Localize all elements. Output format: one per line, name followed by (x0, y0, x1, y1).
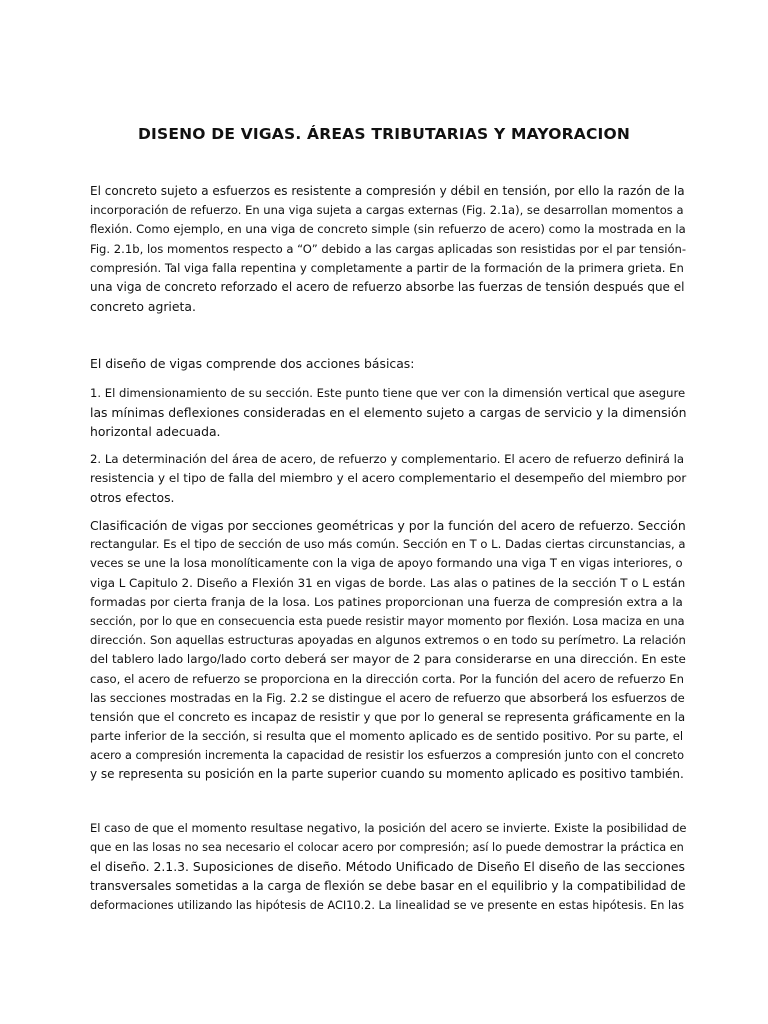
paragraph-intro (90, 182, 686, 316)
text-line: viga L Capitulo 2. Diseño a Flexión 31 en vigas de borde. Las alas o patines de la sección T o L están (90, 575, 686, 590)
text-line: caso, el acero de refuerzo se proporciona en la dirección corta. Por la función del acero de refuerzo En (90, 671, 684, 686)
text-line: El caso de que el momento resultase negativo, la posición del acero se invierte. Existe la posibilidad de (90, 821, 687, 835)
text-line: el diseño. 2.1.3. Suposiciones de diseño. Método Unificado de Diseño El diseño de las secciones (90, 859, 686, 875)
text-line: otros efectos. (90, 490, 175, 506)
paragraph-action-2 (90, 450, 686, 508)
text-line: veces se une la losa monolíticamente con la viga de apoyo formando una viga T en vigas interiores, o (90, 556, 683, 571)
text-line: sección, por lo que en consecuencia esta puede resistir mayor momento por flexión. Losa maciza en una (90, 614, 685, 628)
text-line: 1. El dimensionamiento de su sección. Este punto tiene que ver con la dimensión vertical que asegure (90, 386, 686, 400)
text-line: transversales sometidas a la carga de flexión se debe basar en el equilibrio y la compatibilidad de (90, 878, 686, 893)
text-line: formadas por cierta franja de la losa. Los patines proporcionan una fuerza de compresión extra a la (90, 594, 683, 609)
text-line: las mínimas deflexiones consideradas en el elemento sujeto a cargas de servicio y la dimensión (90, 405, 687, 421)
text-line: El concreto sujeto a esfuerzos es resistente a compresión y débil en tensión, por ello la razón de la (90, 184, 685, 198)
text-line: concreto agrieta. (90, 299, 196, 315)
text-line: Clasificación de vigas por secciones geométricas y por la función del acero de refuerzo. Sección (90, 518, 686, 533)
text-line: resistencia y el tipo de falla del miembro y el acero complementario el desempeño del miembro por (90, 471, 687, 486)
text-line: que en las losas no sea necesario el colocar acero por compresión; así lo puede demostrar la práctica en (90, 841, 684, 855)
text-line: una viga de concreto reforzado el acero de refuerzo absorbe las fuerzas de tensión después que el (90, 279, 685, 294)
document-title: DISENO DE VIGAS. ÁREAS TRIBUTARIAS Y MAYORACION (137, 125, 631, 143)
text-line: 2. La determinación del área de acero, de refuerzo y complementario. El acero de refuerzo definirá la (90, 452, 684, 466)
text-line: parte inferior de la sección, si resulta que el momento aplicado es de sentido positivo. Por su parte, el (90, 729, 684, 744)
paragraph-classification (90, 516, 686, 785)
paragraph-negative-moment (90, 819, 686, 915)
text-line: incorporación de refuerzo. En una viga sujeta a cargas externas (Fig. 2.1a), se desarrollan momentos a (90, 203, 684, 218)
text-line: y se representa su posición en la parte superior cuando su momento aplicado es positivo también. (90, 767, 684, 782)
text-line: acero a compresión incrementa la capacidad de resistir los esfuerzos a compresión junto con el concreto (90, 749, 684, 763)
text-line: compresión. Tal viga falla repentina y completamente a partir de la formación de la primera grieta. En (90, 260, 684, 275)
text-line: El diseño de vigas comprende dos acciones básicas: (90, 356, 415, 371)
text-line: flexión. Como ejemplo, en una viga de concreto simple (sin refuerzo de acero) como la mostrada en la (90, 222, 686, 237)
text-line: del tablero lado largo/lado corto deberá ser mayor de 2 para considerarse en una dirección. En este (90, 652, 686, 667)
text-line: las secciones mostradas en la Fig. 2.2 se distingue el acero de refuerzo que absorberá los esfuerzos de (90, 690, 685, 705)
text-line: Fig. 2.1b, los momentos respecto a “O” debido a las cargas aplicadas son resistidas por el par tensión- (90, 241, 687, 256)
paragraph-action-1 (90, 384, 686, 442)
text-line: rectangular. Es el tipo de sección de uso más común. Sección en T o L. Dadas ciertas circunstancias, a (90, 537, 686, 552)
text-line: dirección. Son aquellas estructuras apoyadas en algunos extremos o en todo su perímetro. La relación (90, 633, 686, 648)
text-line: deformaciones utilizando las hipótesis de ACI10.2. La linealidad se ve presente en estas hipótesis. En las (90, 898, 684, 912)
text-line: horizontal adecuada. (90, 424, 221, 440)
paragraph-design-actions-intro (90, 354, 686, 373)
text-line: tensión que el concreto es incapaz de resistir y que por lo general se representa gráficamente en la (90, 709, 686, 724)
